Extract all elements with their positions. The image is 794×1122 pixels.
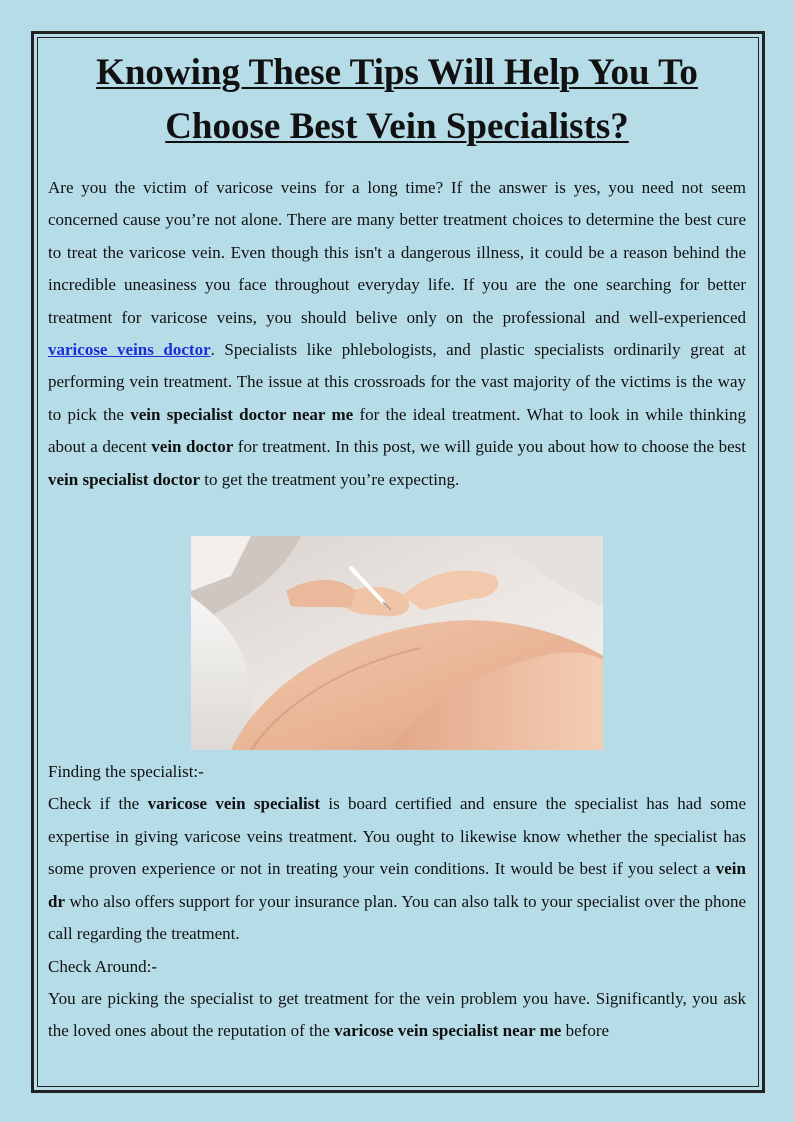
around-paragraph — [48, 983, 746, 1048]
around-text-1: You are picking the specialist to get treatment for the vein problem you have. Significantly, you ask the loved ones about the reputation of the — [48, 988, 746, 1041]
intro-bold-1: vein specialist doctor near me — [130, 404, 354, 424]
finding-text-1: Check if the — [48, 794, 148, 814]
finding-paragraph — [48, 788, 746, 950]
page-title-line-1: Knowing These Tips Will Help You To — [96, 52, 698, 93]
varicose-veins-doctor-link[interactable]: varicose veins doctor — [48, 340, 211, 360]
page-title-line-2: Choose Best Vein Specialists? — [165, 106, 629, 147]
intro-bold-3: vein specialist doctor — [48, 469, 201, 489]
document-content — [48, 46, 746, 1078]
intro-bold-2: vein doctor — [151, 437, 234, 457]
page-title — [48, 46, 746, 154]
intro-text-3: for the ideal treatment. What to look in while thinking about a decent — [48, 404, 746, 457]
finding-bold-2: vein dr — [48, 859, 746, 911]
intro-text-2: . Specialists like phlebologists, and plastic specialists ordinarily great at performing vein treatment. The issue at this crossroads for the vast majority of the victims is the way to pick the — [48, 340, 746, 424]
finding-bold-1: varicose vein specialist — [147, 794, 321, 814]
intro-text-1: Are you the victim of varicose veins for a long time? If the answer is yes, you need not seem concerned cause you’re not alone. There are many better treatment choices to determine the best cure to treat the varicose vein. Even though this isn't a dangerous illness, it could be a reason behind the incredible uneasiness you face throughout everyday life. If you are the one searching for better treatment for varicose veins, you should belive only on the professional and well-experienced — [48, 178, 746, 327]
intro-text-5: to get the treatment you’re expecting. — [200, 469, 460, 489]
around-bold-1: varicose vein specialist near me — [334, 1021, 562, 1041]
finding-text-3: who also offers support for your insurance plan. You can also talk to your specialist over the phone call regarding the treatment. — [48, 891, 746, 944]
around-text-2: before — [561, 1021, 610, 1041]
around-heading: Check Around:- — [48, 956, 158, 976]
finding-text-2: is board certified and ensure the specialist has had some expertise in giving varicose veins treatment. You ought to likewise know whether the specialist has some proven experience or not in treating your vein conditions. It would be best if you select a — [48, 794, 746, 879]
intro-text-4: for treatment. In this post, we will guide you about how to choose the best — [233, 437, 746, 457]
finding-heading: Finding the specialist:- — [48, 762, 204, 782]
intro-paragraph — [48, 172, 746, 496]
vein-treatment-photo — [191, 536, 603, 750]
